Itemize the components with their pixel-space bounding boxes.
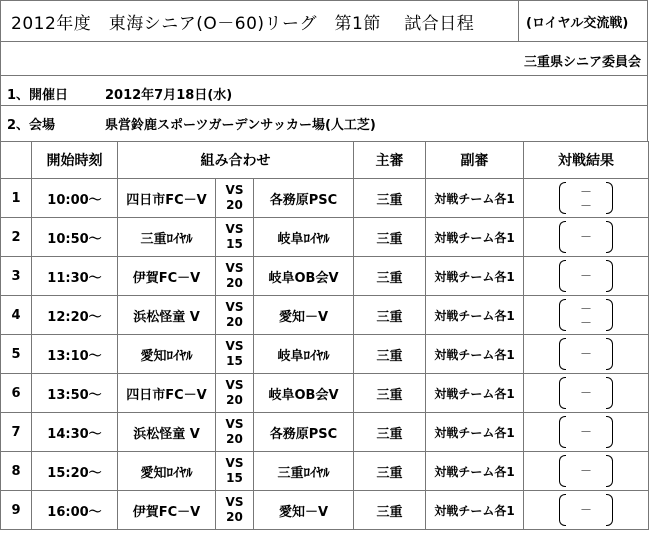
date-row [0, 75, 648, 105]
match-minutes: 20 [226, 276, 243, 290]
vs-label: VS [225, 261, 244, 275]
result-bracket [559, 299, 613, 331]
col-referee: 主審 [354, 142, 426, 179]
result-score: － [579, 269, 592, 283]
organizer: 三重県シニア委員会 [523, 55, 641, 70]
home-team: 四日市FC－V [118, 179, 216, 218]
match-minutes: 20 [226, 198, 243, 212]
result-score: － [579, 347, 592, 361]
organizer-row [0, 41, 648, 75]
table-row [1, 335, 649, 374]
assistant-referee: 対戦チーム各1 [426, 257, 524, 296]
referee: 三重 [354, 218, 426, 257]
table-row [1, 296, 649, 335]
match-number: 3 [1, 257, 32, 296]
assistant-referee: 対戦チーム各1 [426, 452, 524, 491]
home-team: 愛知ﾛｲﾔﾙ [118, 452, 216, 491]
result-score: － [579, 386, 592, 400]
col-no [1, 142, 32, 179]
table-row [1, 452, 649, 491]
assistant-referee: 対戦チーム各1 [426, 335, 524, 374]
venue-label: 2、会場 [7, 118, 56, 133]
match-minutes: 20 [226, 510, 243, 524]
result-bracket [559, 182, 613, 214]
table-row [1, 491, 649, 530]
away-team: 岐阜ﾛｲﾔﾙ [254, 335, 354, 374]
home-team: 伊賀FC－V [118, 491, 216, 530]
result-cell [524, 413, 649, 452]
result-cell [524, 335, 649, 374]
vs-label: VS [225, 456, 244, 470]
start-time: 13:10～ [32, 335, 118, 374]
match-number: 5 [1, 335, 32, 374]
divider [518, 1, 519, 42]
start-time: 15:20～ [32, 452, 118, 491]
assistant-referee: 対戦チーム各1 [426, 491, 524, 530]
table-row [1, 218, 649, 257]
vs-cell [216, 413, 254, 452]
match-minutes: 15 [226, 237, 243, 251]
col-assistant: 副審 [426, 142, 524, 179]
start-time: 14:30～ [32, 413, 118, 452]
home-team: 四日市FC－V [118, 374, 216, 413]
vs-cell [216, 491, 254, 530]
result-cell [524, 296, 649, 335]
table-row [1, 179, 649, 218]
referee: 三重 [354, 179, 426, 218]
home-team: 愛知ﾛｲﾔﾙ [118, 335, 216, 374]
result-bracket [559, 221, 613, 253]
assistant-referee: 対戦チーム各1 [426, 374, 524, 413]
match-number: 4 [1, 296, 32, 335]
match-minutes: 15 [226, 471, 243, 485]
referee: 三重 [354, 491, 426, 530]
assistant-referee: 対戦チーム各1 [426, 179, 524, 218]
referee: 三重 [354, 257, 426, 296]
away-team: 岐阜OB会V [254, 257, 354, 296]
match-minutes: 20 [226, 315, 243, 329]
home-team: 浜松怪童 V [118, 413, 216, 452]
referee: 三重 [354, 374, 426, 413]
vs-label: VS [225, 417, 244, 431]
result-cell [524, 374, 649, 413]
referee: 三重 [354, 296, 426, 335]
result-score: － [579, 425, 592, 439]
result-cell [524, 257, 649, 296]
date-value: 2012年7月18日(水) [105, 88, 233, 103]
vs-label: VS [225, 378, 244, 392]
col-matchup: 組み合わせ [118, 142, 354, 179]
col-result: 対戦結果 [524, 142, 649, 179]
assistant-referee: 対戦チーム各1 [426, 296, 524, 335]
vs-cell [216, 335, 254, 374]
table-header [1, 142, 649, 179]
vs-cell [216, 218, 254, 257]
referee: 三重 [354, 335, 426, 374]
page-title: 2012年度 東海シニア(O－60)リーグ 第1節 試合日程 [11, 14, 475, 34]
result-cell [524, 179, 649, 218]
result-cell [524, 218, 649, 257]
page-subtitle: (ロイヤル交流戦) [526, 16, 629, 31]
start-time: 13:50～ [32, 374, 118, 413]
away-team: 三重ﾛｲﾔﾙ [254, 452, 354, 491]
vs-label: VS [225, 495, 244, 509]
start-time: 10:50～ [32, 218, 118, 257]
result-bracket [559, 338, 613, 370]
vs-cell [216, 257, 254, 296]
match-number: 6 [1, 374, 32, 413]
start-time: 16:00～ [32, 491, 118, 530]
match-table [0, 141, 649, 530]
col-start-time: 開始時刻 [32, 142, 118, 179]
home-team: 伊賀FC－V [118, 257, 216, 296]
away-team: 岐阜ﾛｲﾔﾙ [254, 218, 354, 257]
vs-label: VS [225, 339, 244, 353]
match-number: 2 [1, 218, 32, 257]
table-row [1, 374, 649, 413]
result-score: － [579, 503, 592, 517]
away-team: 各務原PSC [254, 179, 354, 218]
result-bracket [559, 377, 613, 409]
result-bracket [559, 416, 613, 448]
title-row [0, 0, 648, 41]
venue-value: 県営鈴鹿スポーツガーデンサッカー場(人工芝) [105, 118, 376, 133]
venue-row [0, 105, 648, 141]
result-bracket [559, 260, 613, 292]
match-minutes: 20 [226, 432, 243, 446]
result-score: － [579, 230, 592, 244]
result-score-top: － [579, 185, 592, 199]
result-score-bottom: － [579, 316, 592, 330]
away-team: 愛知－V [254, 296, 354, 335]
start-time: 10:00～ [32, 179, 118, 218]
match-number: 9 [1, 491, 32, 530]
away-team: 各務原PSC [254, 413, 354, 452]
result-cell [524, 491, 649, 530]
result-score-bottom: － [579, 199, 592, 213]
vs-label: VS [225, 222, 244, 236]
start-time: 12:20～ [32, 296, 118, 335]
result-cell [524, 452, 649, 491]
assistant-referee: 対戦チーム各1 [426, 413, 524, 452]
vs-cell [216, 374, 254, 413]
match-number: 7 [1, 413, 32, 452]
vs-cell [216, 452, 254, 491]
match-number: 1 [1, 179, 32, 218]
match-number: 8 [1, 452, 32, 491]
vs-cell [216, 179, 254, 218]
vs-cell [216, 296, 254, 335]
home-team: 三重ﾛｲﾔﾙ [118, 218, 216, 257]
match-minutes: 20 [226, 393, 243, 407]
away-team: 愛知－V [254, 491, 354, 530]
result-bracket [559, 494, 613, 526]
vs-label: VS [225, 300, 244, 314]
result-bracket [559, 455, 613, 487]
table-row [1, 413, 649, 452]
start-time: 11:30～ [32, 257, 118, 296]
assistant-referee: 対戦チーム各1 [426, 218, 524, 257]
away-team: 岐阜OB会V [254, 374, 354, 413]
result-score: － [579, 464, 592, 478]
home-team: 浜松怪童 V [118, 296, 216, 335]
result-score-top: － [579, 302, 592, 316]
table-row [1, 257, 649, 296]
referee: 三重 [354, 452, 426, 491]
referee: 三重 [354, 413, 426, 452]
vs-label: VS [225, 183, 244, 197]
match-minutes: 15 [226, 354, 243, 368]
date-label: 1、開催日 [7, 88, 69, 103]
